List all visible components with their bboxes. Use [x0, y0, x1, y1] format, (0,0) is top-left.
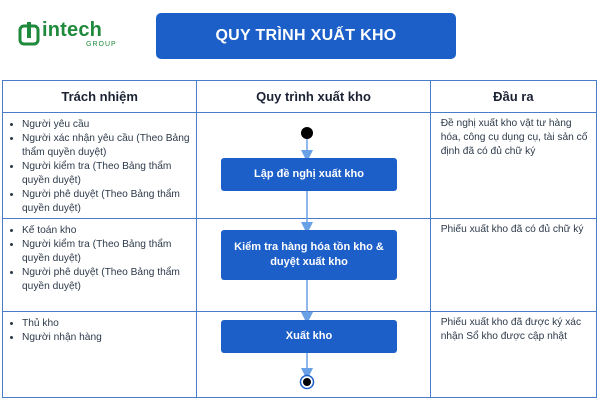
responsibility-cell — [3, 219, 197, 312]
output-cell: Phiếu xuất kho đã có đủ chữ ký — [430, 219, 596, 312]
responsibility-item: • Người kiểm tra (Theo Bảng thẩm quyền duyệt) — [22, 160, 191, 188]
table-header-row — [3, 81, 597, 113]
company-logo — [18, 20, 120, 50]
output-cell: Đề nghị xuất kho vật tư hàng hóa, công cụ dụng cụ, tài sản cố định đã có đủ chữ ký — [430, 113, 596, 219]
responsibility-item: • Người nhận hàng — [22, 331, 191, 345]
responsibility-item: • Người phê duyệt (Theo Bảng thẩm quyền duyệt) — [22, 188, 191, 216]
logo-mark-icon — [18, 22, 40, 46]
responsibility-item: • Thủ kho — [22, 317, 191, 331]
responsibility-cell — [3, 312, 197, 398]
output-cell: Phiếu xuất kho đã được ký xác nhận Sổ kho được cập nhật — [430, 312, 596, 398]
page-title: QUY TRÌNH XUẤT KHO — [156, 13, 456, 59]
step-issue: Xuất kho — [221, 320, 397, 353]
responsibility-cell — [3, 113, 197, 219]
responsibility-item: • Người yêu cầu — [22, 118, 191, 132]
responsibility-item: • Người kiểm tra (Theo Bảng thẩm quyền duyệt) — [22, 238, 191, 266]
step-create-request: Lập đề nghị xuất kho — [221, 158, 397, 191]
header-responsibility: Trách nhiệm — [3, 81, 197, 113]
header-output: Đầu ra — [430, 81, 596, 113]
responsibility-item: • Người xác nhận yêu cầu (Theo Bảng thẩm quyền duyệt) — [22, 132, 191, 160]
responsibility-item: • Kế toán kho — [22, 224, 191, 238]
responsibility-item: • Người phê duyệt (Theo Bảng thẩm quyền duyệt) — [22, 266, 191, 294]
header-process: Quy trình xuất kho — [197, 81, 430, 113]
logo-subtitle: GROUP — [86, 41, 117, 48]
logo-wordmark: intech — [42, 19, 103, 41]
step-check-approve: Kiểm tra hàng hóa tồn kho & duyệt xuất kho — [221, 230, 397, 280]
